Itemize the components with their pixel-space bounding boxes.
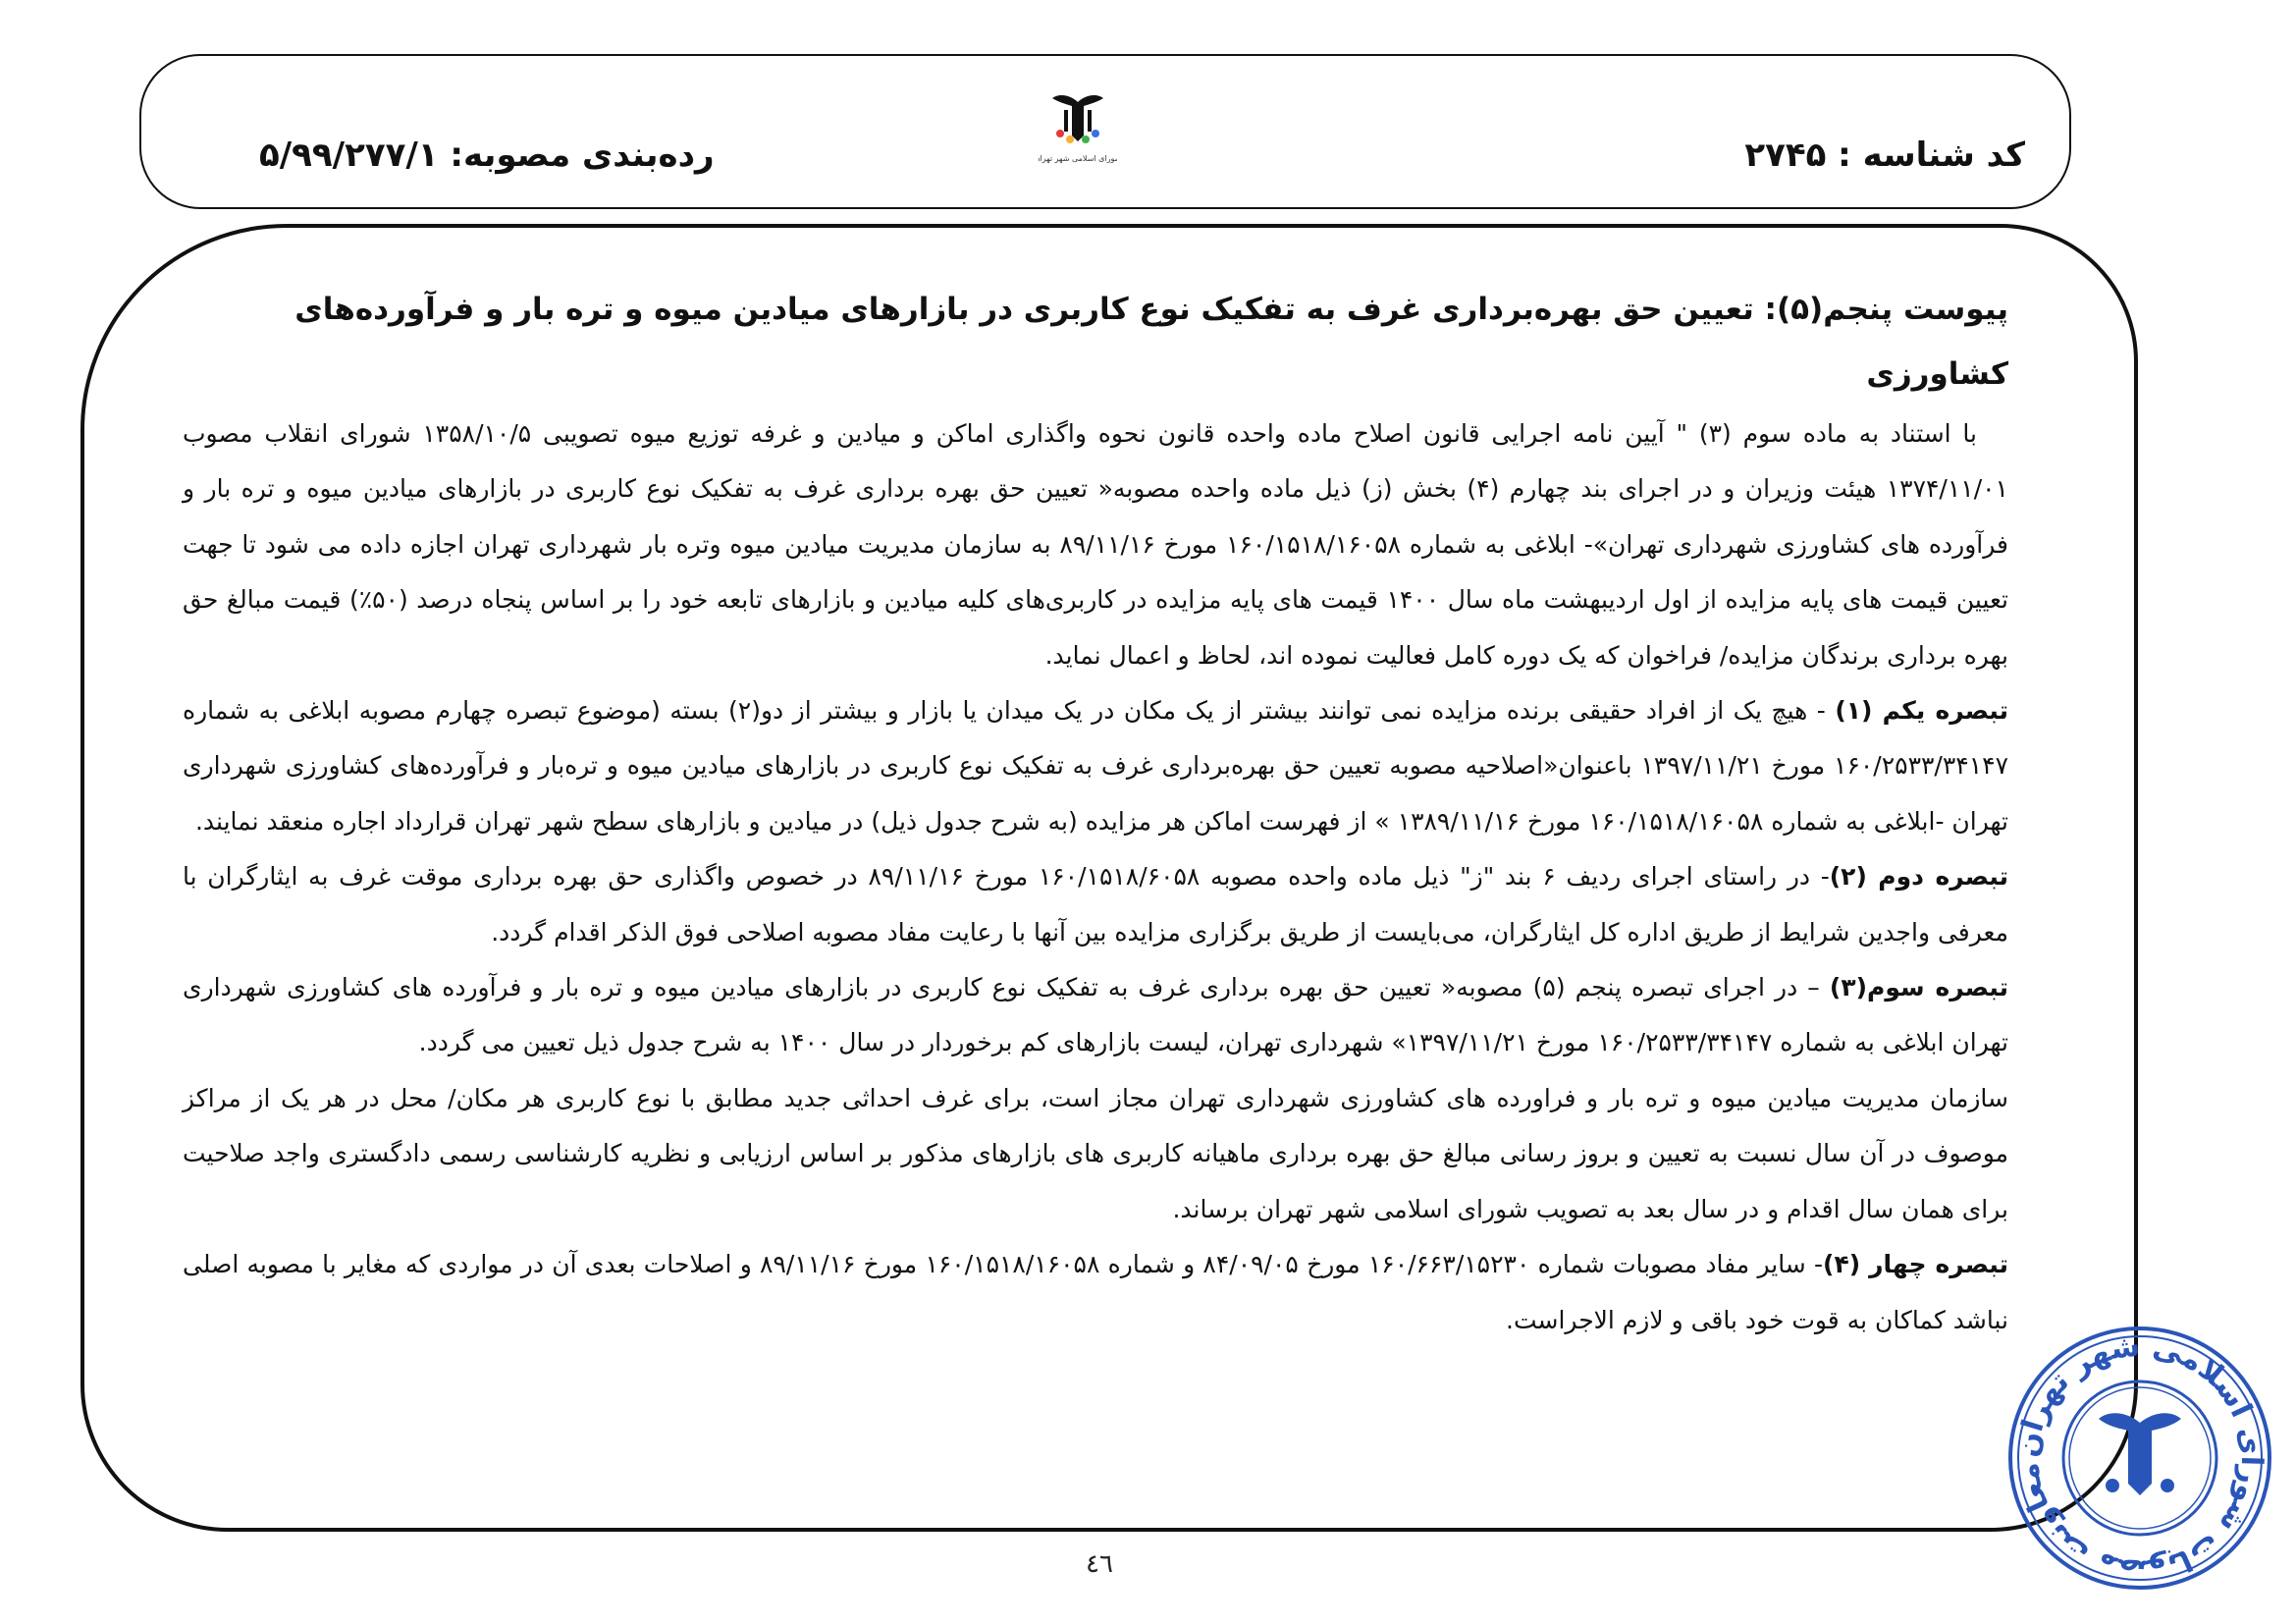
note-4-label: تبصره چهار (۴) [1823, 1250, 2008, 1279]
svg-text:شورای اسلامی شهر تهران: شورای اسلامی شهر تهران [1039, 154, 1117, 163]
document-body [183, 277, 2008, 1348]
approval-classification: رده‌بندی مصوبه: ۵/۹۹/۲۷۷/۱ [259, 135, 715, 175]
page-number: ٤٦ [1086, 1549, 1113, 1579]
note-2-text: - در راستای اجرای ردیف ۶ بند "ز" ذیل ماده واحده مصوبه ۱۶۰/۱۵۱۸/۶۰۵۸ مورخ ۸۹/۱۱/۱۶ در خصوص واگذاری حق بهره برداری موقت غرف به ایثارگران با معرفی واجدین شرایط از طریق اداره کل ایثارگران، می‌بایست از طریق برگزاری مزایده بین آنها با رعایت مفاد مصوبه اصلاحی فوق الذکر اقدام گردد. [183, 862, 2008, 947]
note-1 [183, 683, 2008, 849]
note-1-label: تبصره یکم (۱) [1835, 696, 2008, 726]
note-1-text: - هیچ یک از افراد حقیقی برنده مزایده نمی توانند بیشتر از یک مکان در یک میدان یا بازار و بیشتر از دو(۲) بسته (موضوع تبصره چهارم مصوبه ابلاغی به شماره ۱۶۰/۲۵۳۳/۳۴۱۴۷ مورخ ۱۳۹۷/۱۱/۲۱ باعنوان«اصلاحیه مصوبه تعیین حق بهره‌برداری غرف به تفکیک نوع کاربری در بازارهای میادین میوه و تره‌بار و فرآورده‌های کشاورزی شهرداری تهران -ابلاغی به شماره ۱۶۰/۱۵۱۸/۱۶۰۵۸ مورخ ۱۳۸۹/۱۱/۱۶ » از فهرست اماکن هر مزایده (به شرح جدول ذیل) در میادین و بازارهای سطح شهر تهران قرارداد اجاره منعقد نمایند. [183, 696, 2008, 836]
note-3 [183, 960, 2008, 1071]
council-stamp-icon [2002, 1321, 2277, 1596]
note-2 [183, 849, 2008, 960]
note-3-text: – در اجرای تبصره پنجم (۵) مصوبه« تعیین حق بهره برداری غرف به تفکیک نوع کاربری در بازارهای میادین میوه و تره بار و فرآورده های کشاورزی شهرداری تهران ابلاغی به شماره ۱۶۰/۲۵۳۳/۳۴۱۴۷ مورخ ۱۳۹۷/۱۱/۲۱» شهرداری تهران، لیست بازارهای کم برخوردار در سال ۱۴۰۰ به شرح جدول ذیل تعیین می گردد. [183, 973, 2008, 1057]
attachment-title: پیوست پنجم(۵): تعیین حق بهره‌برداری غرف به تفکیک نوع کاربری در بازارهای میادین میوه و تره بار و فرآورده‌های کشاورزی [294, 292, 2008, 392]
note-4-text: - سایر مفاد مصوبات شماره ۱۶۰/۶۶۳/۱۵۲۳۰ مورخ ۸۴/۰۹/۰۵ و شماره ۱۶۰/۱۵۱۸/۱۶۰۵۸ مورخ ۸۹/۱۱/۱۶ و اصلاحات بعدی آن در مواردی که مغایر با مصوبه اصلی نباشد کماکان به قوت خود باقی و لازم الاجراست. [183, 1250, 2008, 1334]
note-3-label: تبصره سوم(۳) [1829, 973, 2008, 1002]
organization-paragraph: سازمان مدیریت میادین میوه و تره بار و فراورده های کشاورزی شهرداری تهران مجاز است، برای غرف احداثی جدید مطابق با نوع کاربری هر مکان/ محل در هر یک از مراکز موصوف در آن سال نسبت به تعیین و بروز رسانی مبالغ حق بهره برداری ماهیانه کاربری های بازارهای مذکور بر اساس ارزیابی و نظریه کارشناسی رسمی دادگستری واجد صلاحیت برای همان سال اقدام و در سال بعد به تصویب شورای اسلامی شهر تهران برساند. [183, 1083, 2008, 1223]
intro-paragraph: با استناد به ماده سوم (۳) " آیین نامه اجرایی قانون اصلاح ماده واحده قانون نحوه واگذاری اماکن و میادین و غرفه توزیع میوه تصویبی ۱۳۵۸/۱۰/۵ شورای انقلاب مصوب ۱۳۷۴/۱۱/۰۱ هیئت وزیران و در اجرای بند چهارم (۴) بخش (ز) ذیل ماده واحده مصوبه« تعیین حق بهره برداری غرف به تفکیک نوع کاربری در بازارهای میادین میوه و تره بار و فرآورده های کشاورزی شهرداری تهران»- ابلاغی به شماره ۱۶۰/۱۵۱۸/۱۶۰۵۸ مورخ ۸۹/۱۱/۱۶ به سازمان مدیریت میادین میوه وتره بار شهرداری تهران اجازه داده می شود تا جهت تعیین قیمت های پایه مزایده از اول اردیبهشت ماه سال ۱۴۰۰ قیمت های پایه مزایده در کاربری‌های کلیه میادین و بازارهای تابعه خود را بر اساس پنجاه درصد (۵۰٪) قیمت مبالغ حق بهره برداری برندگان مزایده/ فراخوان که یک دوره کامل فعالیت نموده اند، لحاظ و اعمال نماید. [183, 419, 2009, 670]
tehran-city-council-logo-icon [1039, 90, 1117, 169]
note-4 [183, 1237, 2008, 1348]
svg-text:معاونت مصوبات شورای اسلامی شهر: معاونت مصوبات شورای اسلامی شهر تهران [2010, 1328, 2269, 1588]
note-2-label: تبصره دوم (۲) [1829, 862, 2008, 892]
document-code: کد شناسه : ۲۷۴۵ [1744, 135, 2025, 175]
